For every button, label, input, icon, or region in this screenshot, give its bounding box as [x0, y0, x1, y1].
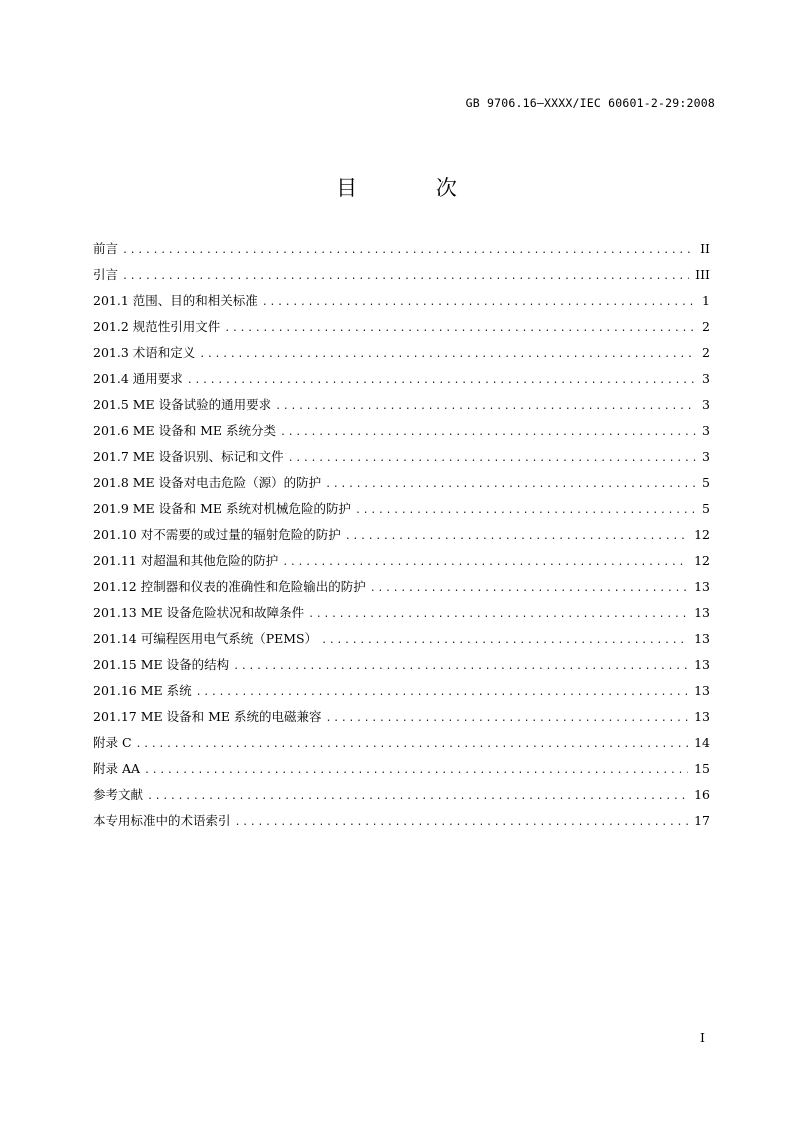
table-of-contents [93, 236, 710, 834]
toc-leader-dots [262, 290, 696, 316]
toc-entry-page: II [700, 241, 710, 256]
toc-leader-dots [280, 420, 696, 446]
toc-entry-page: 3 [702, 371, 710, 386]
toc-leader-dots [235, 810, 689, 836]
toc-entry-label: 201.9 ME 设备和 ME 系统对机械危险的防护 [93, 501, 352, 516]
toc-entry-label: 201.1 范围、目的和相关标准 [93, 293, 258, 308]
toc-entry-label: 引言 [93, 267, 119, 282]
toc-leader-dots [122, 264, 689, 290]
toc-entry-page: 1 [702, 293, 710, 308]
toc-entry-page: 15 [694, 761, 710, 776]
toc-entry[interactable] [93, 470, 710, 496]
toc-entry[interactable] [93, 522, 710, 548]
toc-entry[interactable] [93, 600, 710, 626]
toc-entry-page: 13 [694, 605, 710, 620]
toc-entry[interactable] [93, 340, 710, 366]
toc-entry-label: 201.10 对不需要的或过量的辐射危险的防护 [93, 527, 341, 542]
toc-entry[interactable] [93, 314, 710, 340]
toc-entry-page: 3 [702, 397, 710, 412]
toc-entry-page: 5 [702, 501, 710, 516]
toc-leader-dots [144, 758, 688, 784]
toc-entry-label: 201.13 ME 设备危险状况和故障条件 [93, 605, 305, 620]
toc-leader-dots [325, 472, 696, 498]
toc-entry-page: 14 [694, 735, 710, 750]
toc-leader-dots [345, 524, 688, 550]
toc-entry-label: 前言 [93, 241, 119, 256]
toc-entry-page: 12 [694, 553, 710, 568]
toc-entry-label: 附录 AA [93, 761, 141, 776]
toc-entry[interactable] [93, 782, 710, 808]
toc-entry[interactable] [93, 808, 710, 834]
toc-entry-label: 201.7 ME 设备识别、标记和文件 [93, 449, 284, 464]
toc-entry-label: 201.2 规范性引用文件 [93, 319, 221, 334]
toc-entry-label: 201.6 ME 设备和 ME 系统分类 [93, 423, 277, 438]
toc-leader-dots [147, 784, 688, 810]
toc-leader-dots [122, 238, 694, 264]
toc-leader-dots [136, 732, 689, 758]
toc-entry-label: 201.12 控制器和仪表的准确性和危险输出的防护 [93, 579, 366, 594]
toc-leader-dots [275, 394, 696, 420]
toc-leader-dots [288, 446, 696, 472]
toc-entry-label: 本专用标准中的术语索引 [93, 813, 231, 828]
toc-leader-dots [370, 576, 688, 602]
toc-entry[interactable] [93, 574, 710, 600]
toc-entry[interactable] [93, 262, 710, 288]
toc-leader-dots [233, 654, 688, 680]
toc-leader-dots [321, 628, 688, 654]
toc-entry-page: 17 [694, 813, 710, 828]
toc-entry[interactable] [93, 366, 710, 392]
toc-leader-dots [308, 602, 688, 628]
toc-entry-label: 201.8 ME 设备对电击危险（源）的防护 [93, 475, 322, 490]
toc-entry-label: 201.15 ME 设备的结构 [93, 657, 230, 672]
toc-leader-dots [187, 368, 696, 394]
toc-entry-page: 3 [702, 423, 710, 438]
toc-entry-label: 201.3 术语和定义 [93, 345, 196, 360]
standard-code: GB 9706.16—XXXX/IEC 60601-2-29:2008 [465, 96, 715, 110]
toc-entry[interactable] [93, 626, 710, 652]
toc-leader-dots [325, 706, 688, 732]
toc-entry-label: 201.5 ME 设备试验的通用要求 [93, 397, 272, 412]
toc-entry[interactable] [93, 418, 710, 444]
toc-entry[interactable] [93, 678, 710, 704]
toc-entry-page: 12 [694, 527, 710, 542]
toc-leader-dots [196, 680, 688, 706]
toc-entry[interactable] [93, 652, 710, 678]
toc-entry[interactable] [93, 444, 710, 470]
toc-entry-label: 201.14 可编程医用电气系统（PEMS） [93, 631, 318, 646]
toc-leader-dots [355, 498, 696, 524]
page-number: I [700, 1030, 705, 1045]
toc-entry-page: 5 [702, 475, 710, 490]
toc-entry-page: 16 [694, 787, 710, 802]
toc-entry-page: 13 [694, 579, 710, 594]
toc-entry-label: 附录 C [93, 735, 132, 750]
toc-entry-page: 3 [702, 449, 710, 464]
toc-entry-page: 13 [694, 657, 710, 672]
toc-entry-page: 13 [694, 709, 710, 724]
toc-entry-page: 13 [694, 631, 710, 646]
toc-entry-page: 13 [694, 683, 710, 698]
toc-entry-page: III [695, 267, 710, 282]
toc-entry-label: 201.11 对超温和其他危险的防护 [93, 553, 279, 568]
toc-entry[interactable] [93, 392, 710, 418]
toc-entry[interactable] [93, 496, 710, 522]
page-title: 目 次 [336, 176, 493, 200]
toc-entry-page: 2 [702, 319, 710, 334]
toc-leader-dots [224, 316, 696, 342]
toc-entry-label: 201.16 ME 系统 [93, 683, 192, 698]
toc-entry[interactable] [93, 236, 710, 262]
toc-leader-dots [199, 342, 696, 368]
toc-entry[interactable] [93, 756, 710, 782]
toc-entry-label: 参考文献 [93, 787, 144, 802]
toc-entry-page: 2 [702, 345, 710, 360]
toc-entry-label: 201.4 通用要求 [93, 371, 183, 386]
toc-entry-label: 201.17 ME 设备和 ME 系统的电磁兼容 [93, 709, 322, 724]
toc-entry[interactable] [93, 288, 710, 314]
toc-entry[interactable] [93, 704, 710, 730]
toc-leader-dots [282, 550, 688, 576]
toc-entry[interactable] [93, 730, 710, 756]
toc-entry[interactable] [93, 548, 710, 574]
